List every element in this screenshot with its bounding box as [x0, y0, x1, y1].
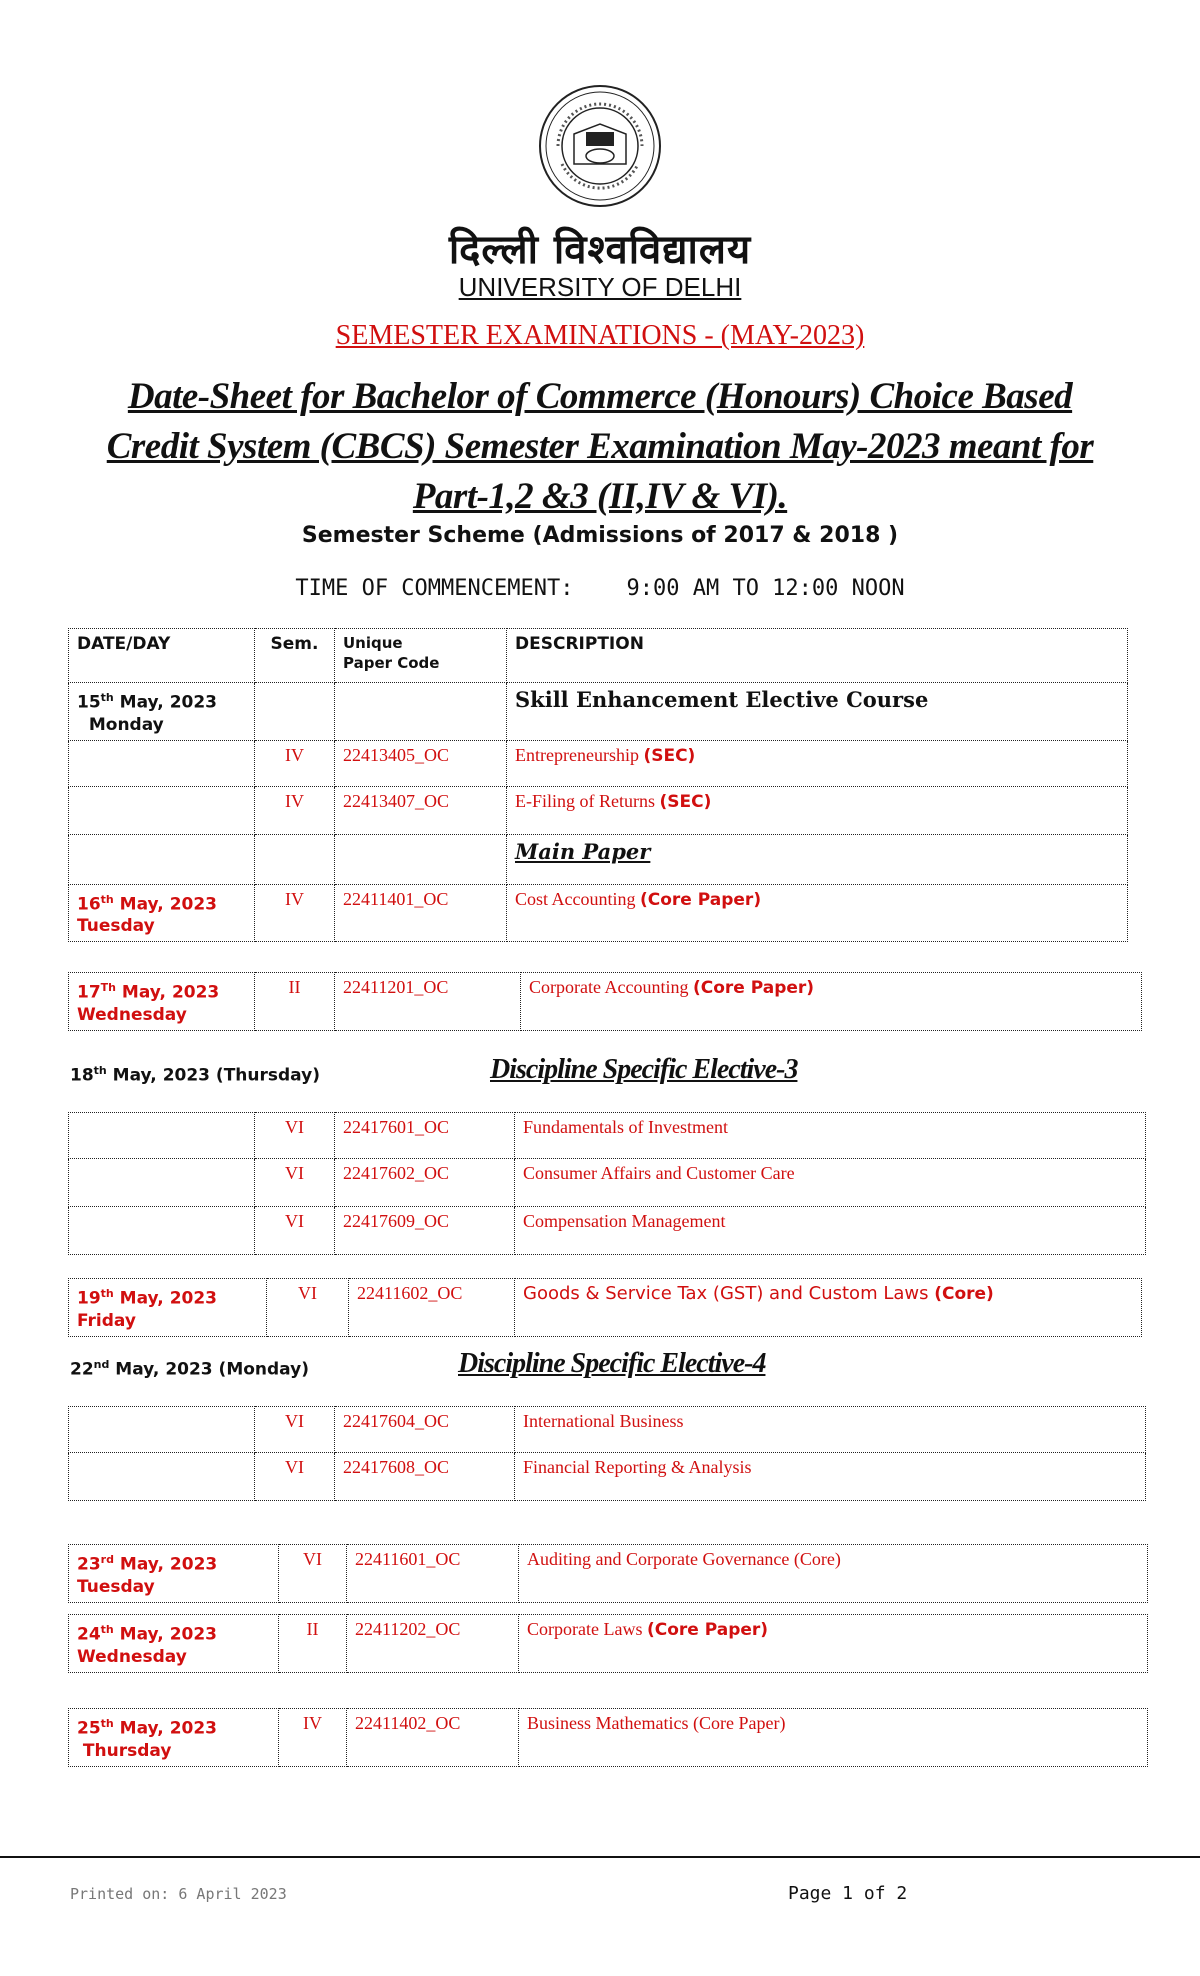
paper-code-cell: 22411601_OC: [347, 1545, 519, 1603]
dse-4-title: Discipline Specific Elective-4: [458, 1348, 766, 1379]
description-cell: Goods & Service Tax (GST) and Custom Laws (Core): [515, 1279, 1142, 1337]
col-code-header: Unique Paper Code: [343, 634, 440, 672]
sem-cell: VI: [255, 1207, 335, 1255]
table-row: [69, 1615, 1148, 1673]
description-cell: Financial Reporting & Analysis: [515, 1453, 1146, 1501]
datesheet-table-19-may: [68, 1278, 1142, 1337]
paper-code-cell: 22417601_OC: [335, 1113, 515, 1159]
paper-code-cell: 22417602_OC: [335, 1159, 515, 1207]
table-row: [69, 973, 1142, 1031]
exam-date: 24th May, 2023 Wednesday: [77, 1623, 218, 1667]
main-paper-title: Main Paper: [515, 838, 651, 864]
datesheet-table-23-may: [68, 1544, 1148, 1603]
table-row: [69, 1545, 1148, 1603]
semester-scheme: Semester Scheme (Admissions of 2017 & 2018 ): [301, 523, 899, 548]
paper-code-cell: 22411202_OC: [347, 1615, 519, 1673]
table-row: [69, 1113, 1146, 1159]
col-sem-header: Sem.: [270, 634, 319, 654]
section-title: Skill Enhancement Elective Course: [515, 687, 929, 712]
paper-code-cell: 22413405_OC: [335, 740, 507, 786]
table-row: [69, 1453, 1146, 1501]
table-header-row: [69, 629, 1128, 683]
dse-3-title: Discipline Specific Elective-3: [490, 1054, 798, 1085]
exam-date: 23rd May, 2023 Tuesday: [77, 1553, 218, 1597]
university-seal-icon: [538, 84, 662, 208]
description-cell: Corporate Accounting (Core Paper): [521, 973, 1142, 1031]
sem-cell: VI: [255, 1453, 335, 1501]
exam-date: 15th May, 2023 Monday: [77, 691, 218, 735]
table-row: [69, 834, 1128, 884]
sem-cell: VI: [267, 1279, 349, 1337]
table-row: [69, 1407, 1146, 1453]
table-row: [69, 683, 1128, 741]
table-row: [69, 1207, 1146, 1255]
page-number: Page 1 of 2: [788, 1883, 908, 1904]
sem-cell: II: [255, 973, 335, 1031]
table-row: [69, 786, 1128, 834]
paper-code-cell: 22417609_OC: [335, 1207, 515, 1255]
description-cell: Entrepreneurship (SEC): [507, 740, 1128, 786]
sem-cell: VI: [255, 1113, 335, 1159]
description-cell: E-Filing of Returns (SEC): [507, 786, 1128, 834]
description-cell: Compensation Management: [515, 1207, 1146, 1255]
description-cell: Cost Accounting (Core Paper): [507, 884, 1128, 942]
semester-exams-title: SEMESTER EXAMINATIONS - (MAY-2023): [335, 320, 865, 351]
sem-cell: VI: [255, 1407, 335, 1453]
col-date-header: DATE/DAY: [77, 634, 171, 654]
col-desc-header: DESCRIPTION: [515, 634, 644, 654]
sem-cell: IV: [255, 786, 335, 834]
table-row: [69, 1159, 1146, 1207]
datesheet-table-18-may: [68, 1112, 1146, 1255]
paper-code-cell: 22413407_OC: [335, 786, 507, 834]
table-row: [69, 1709, 1148, 1767]
sem-cell: IV: [279, 1709, 347, 1767]
paper-code-cell: 22411201_OC: [335, 973, 521, 1031]
description-cell: Corporate Laws (Core Paper): [519, 1615, 1148, 1673]
datesheet-table-25-may: [68, 1708, 1148, 1767]
table-row: [69, 1279, 1142, 1337]
datesheet-table-main: [68, 628, 1128, 942]
paper-code-cell: 22411402_OC: [347, 1709, 519, 1767]
exam-date-label: 18th May, 2023 (Thursday): [70, 1064, 320, 1086]
printed-on: Printed on: 6 April 2023: [70, 1885, 287, 1903]
datesheet-heading: Date-Sheet for Bachelor of Commerce (Honours) Choice Based Credit System (CBCS) Semester Examination May-2023 meant for Part-1,2 &3 (II,IV & VI).: [106, 376, 1094, 517]
time-of-commencement: TIME OF COMMENCEMENT: 9:00 AM TO 12:00 NOON: [295, 576, 905, 601]
description-cell: Consumer Affairs and Customer Care: [515, 1159, 1146, 1207]
description-cell: Fundamentals of Investment: [515, 1113, 1146, 1159]
exam-date: 25th May, 2023 Thursday: [77, 1717, 218, 1761]
datesheet-table-24-may: [68, 1614, 1148, 1673]
paper-code-cell: 22417604_OC: [335, 1407, 515, 1453]
paper-code-cell: 22411602_OC: [349, 1279, 515, 1337]
sem-cell: VI: [255, 1159, 335, 1207]
datesheet-table-17-may: [68, 972, 1142, 1031]
sem-cell: IV: [255, 884, 335, 942]
datesheet-table-22-may: [68, 1406, 1146, 1501]
exam-date-label: 22nd May, 2023 (Monday): [70, 1358, 309, 1380]
sem-cell: VI: [279, 1545, 347, 1603]
sem-cell: II: [279, 1615, 347, 1673]
hindi-title: दिल्ली विश्वविद्यालय: [448, 227, 752, 273]
description-cell: Business Mathematics (Core Paper): [519, 1709, 1148, 1767]
university-name: UNIVERSITY OF DELHI: [458, 272, 742, 302]
paper-code-cell: 22411401_OC: [335, 884, 507, 942]
description-cell: International Business: [515, 1407, 1146, 1453]
table-row: [69, 884, 1128, 942]
description-cell: Auditing and Corporate Governance (Core): [519, 1545, 1148, 1603]
exam-date: 16th May, 2023 Tuesday: [77, 892, 218, 937]
exam-date: 17Th May, 2023 Wednesday: [77, 981, 220, 1025]
sem-cell: IV: [255, 740, 335, 786]
footer-divider: [0, 1856, 1200, 1858]
exam-date: 19th May, 2023 Friday: [77, 1287, 218, 1331]
table-row: [69, 740, 1128, 786]
paper-code-cell: 22417608_OC: [335, 1453, 515, 1501]
